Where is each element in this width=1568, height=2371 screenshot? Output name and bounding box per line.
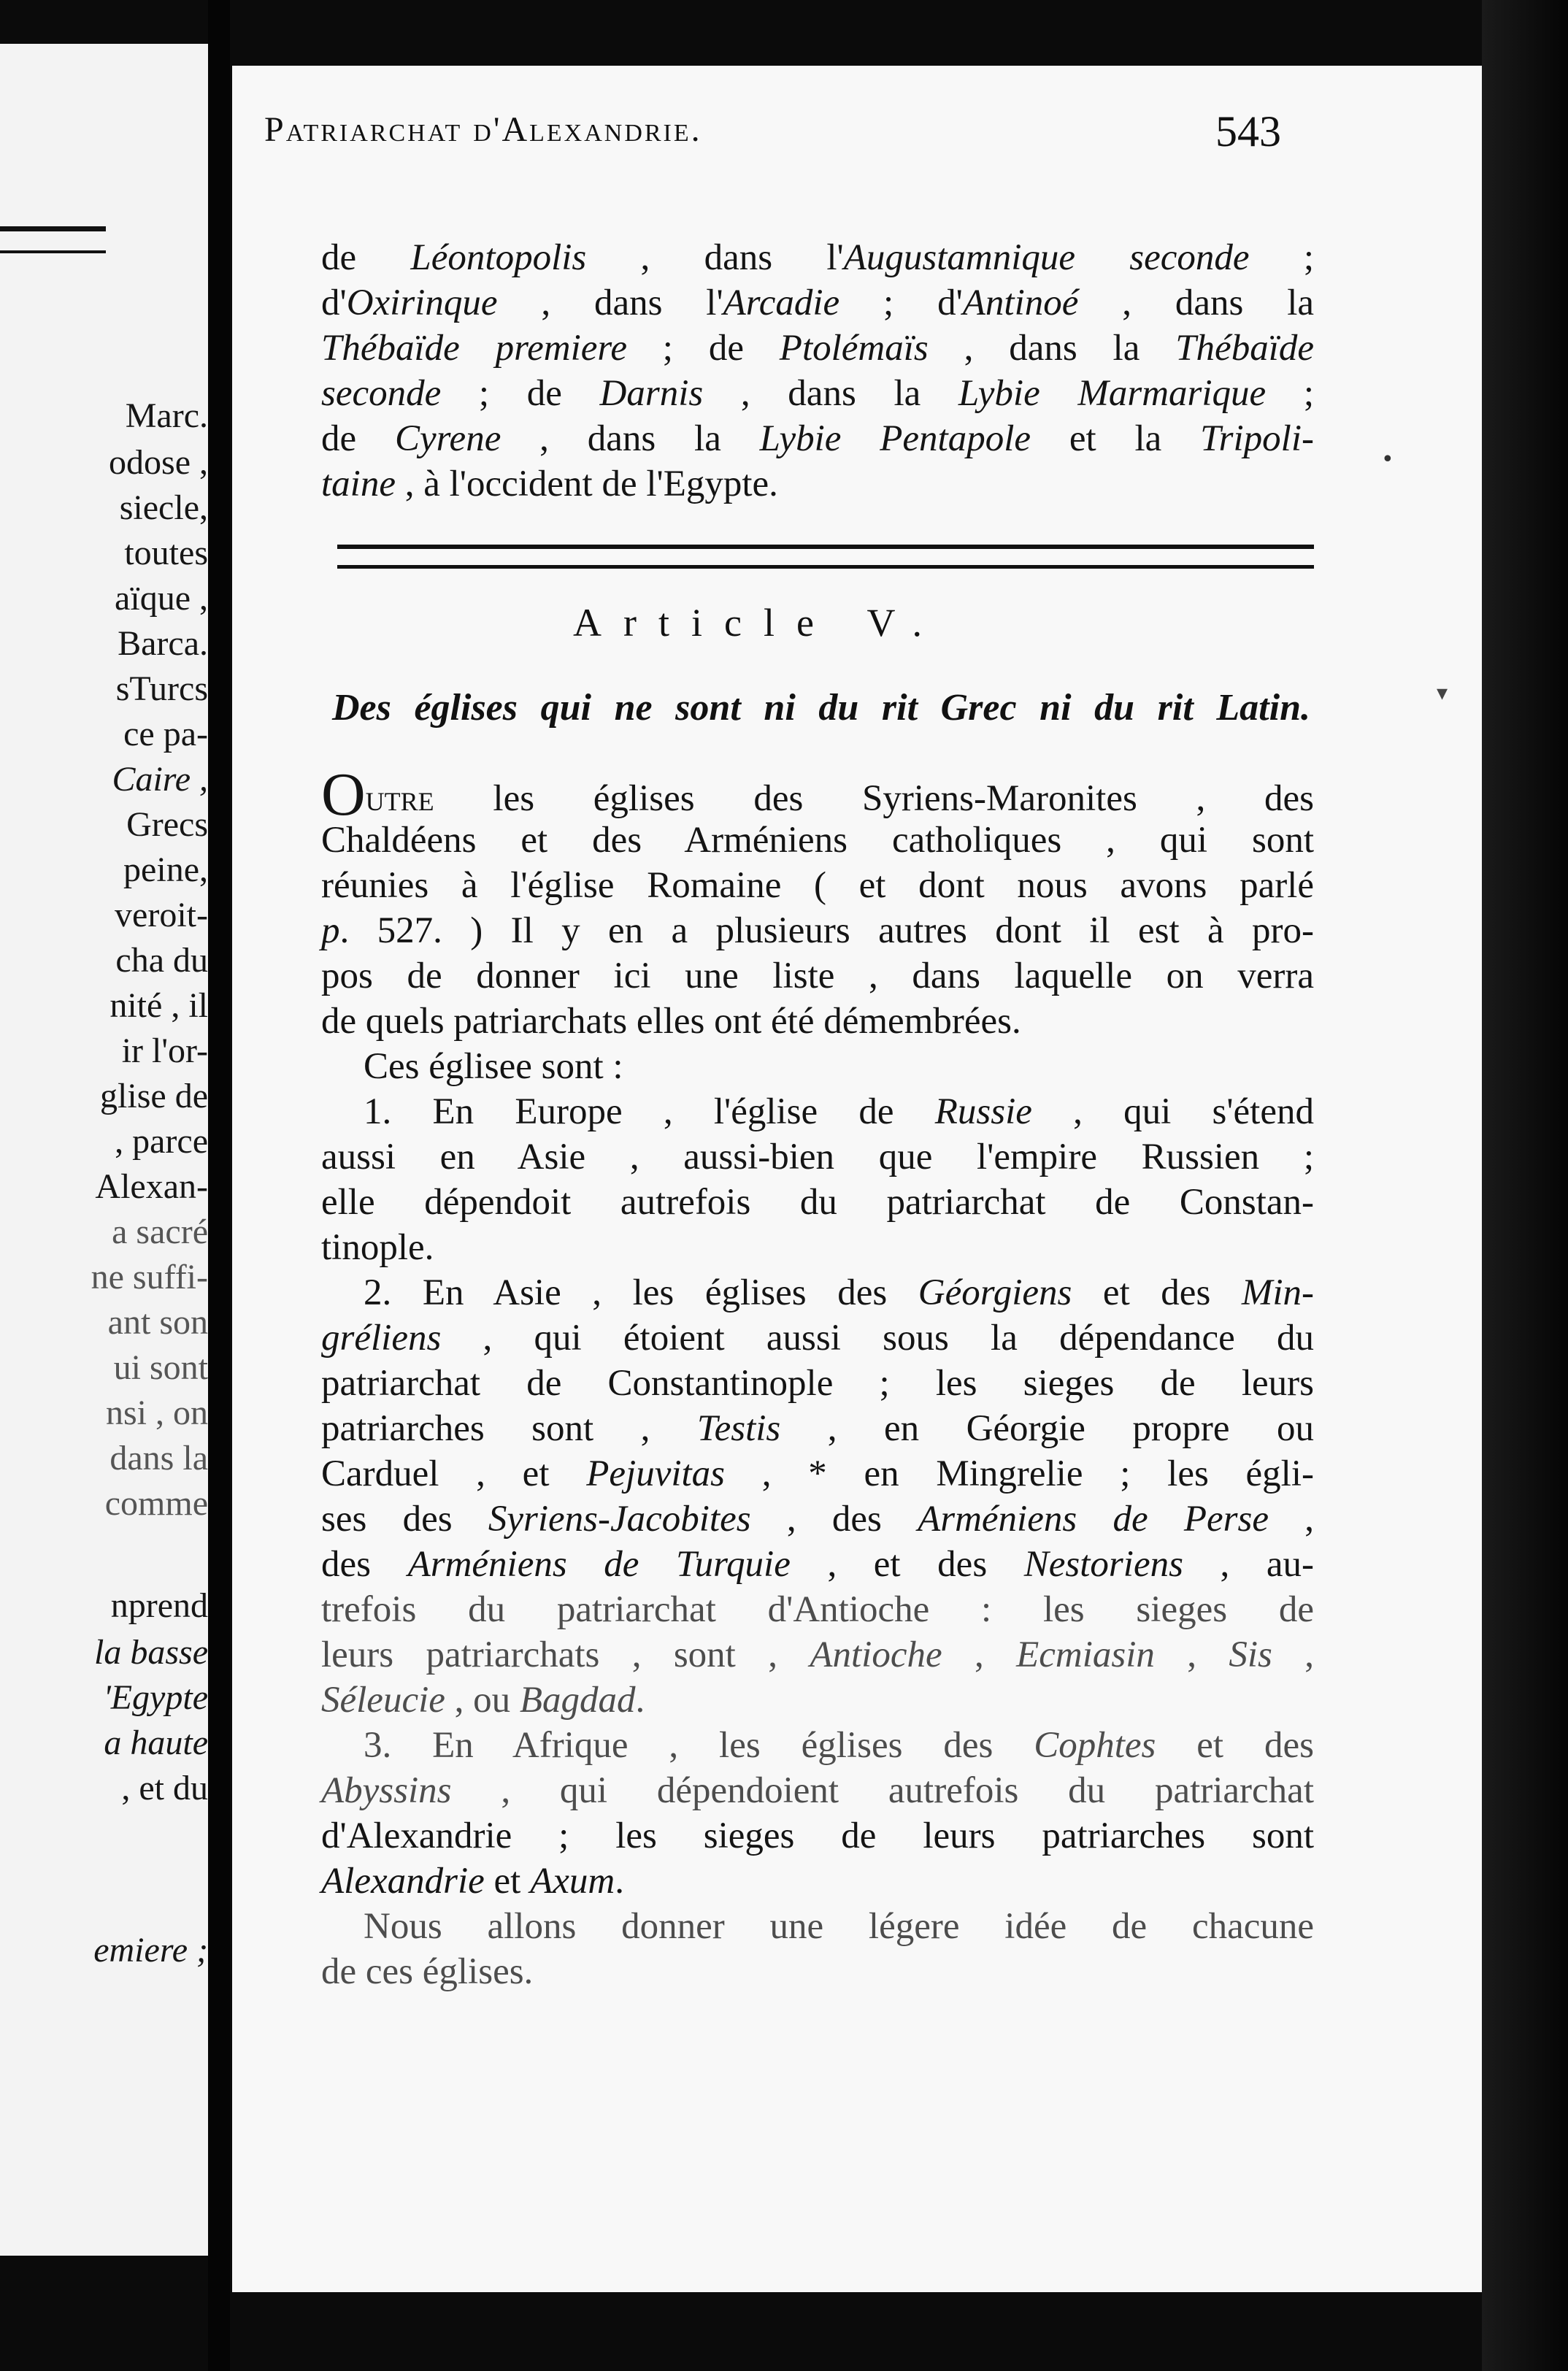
text-run: tinople. xyxy=(321,1227,434,1268)
text-line xyxy=(321,1949,1314,1994)
text-run: Nous allons donner une légere idée de chacune xyxy=(364,1906,1314,1947)
text-run: 2. En Asie , les églises des xyxy=(364,1272,918,1313)
text-run: , xyxy=(1272,1634,1315,1675)
italic-term: Arméniens de Perse xyxy=(918,1499,1269,1540)
text-run: ; xyxy=(1266,373,1315,414)
italic-term: Arméniens de Turquie xyxy=(407,1544,791,1585)
text-run: les églises des Syriens-Maronites , des xyxy=(434,778,1314,819)
italic-term: Syriens-Jacobites xyxy=(488,1499,751,1540)
previous-page-line: toutes xyxy=(124,534,208,572)
text-line xyxy=(321,1904,1314,1949)
italic-term: Abyssins xyxy=(321,1770,452,1811)
previous-page-line: cha du xyxy=(115,941,208,980)
italic-term: Léontopolis xyxy=(410,237,587,278)
previous-page-line: nprend xyxy=(110,1586,208,1625)
stray-ink-mark: ▾ xyxy=(1437,680,1448,706)
text-line xyxy=(321,1587,1314,1632)
text-run: . 527. ) Il y en a plusieurs autres dont il est à pro- xyxy=(339,910,1314,951)
text-run: d'Alexandrie ; les sieges de leurs patriarches sont xyxy=(321,1815,1314,1856)
text-run: , dans l' xyxy=(586,237,844,278)
italic-term: Séleucie xyxy=(321,1680,445,1721)
text-run: , dans la xyxy=(703,373,958,414)
italic-term: Cyrene xyxy=(394,418,501,459)
text-run: ; d' xyxy=(839,283,963,323)
text-line xyxy=(321,1406,1314,1451)
previous-page-line: Grecs xyxy=(126,805,208,844)
text-run: , ou xyxy=(445,1680,520,1721)
text-line xyxy=(321,1859,1314,1904)
italic-term: Pejuvitas xyxy=(586,1453,726,1494)
text-run: Carduel , et xyxy=(321,1453,587,1494)
previous-page-line: ir l'or- xyxy=(121,1031,208,1070)
previous-page-fragment xyxy=(0,44,208,2256)
previous-page-line: 'Egypte xyxy=(103,1678,208,1717)
text-line xyxy=(321,999,1314,1044)
text-line xyxy=(321,1315,1314,1361)
text-line xyxy=(321,416,1314,461)
text-run: Ces églisee sont : xyxy=(364,1046,623,1087)
italic-term: Darnis xyxy=(599,373,704,414)
text-run: 3. En Afrique , les églises des xyxy=(364,1725,1034,1766)
text-line xyxy=(321,953,1314,999)
previous-page-line: peine, xyxy=(123,850,208,889)
italic-term: Alexandrie xyxy=(321,1861,485,1902)
text-line xyxy=(321,1225,1314,1270)
italic-term: Testis xyxy=(696,1408,781,1449)
text-run: de quels patriarchats elles ont été démembrées. xyxy=(321,1001,1021,1042)
text-line xyxy=(321,1496,1314,1542)
italic-term: Tripoli- xyxy=(1200,418,1314,459)
previous-page-line: nsi , on xyxy=(105,1394,208,1432)
text-run: patriarches sont , xyxy=(321,1408,697,1449)
text-line xyxy=(321,761,1314,829)
text-run: de ces églises. xyxy=(321,1951,534,1992)
text-run: ; de xyxy=(441,373,600,414)
article-subtitle: Des églises qui ne sont ni du rit Grec ni du rit Latin. xyxy=(332,687,1310,729)
italic-term: Sis xyxy=(1229,1634,1272,1675)
previous-page-line: dans la xyxy=(109,1439,208,1477)
italic-term: Géorgiens xyxy=(918,1272,1072,1313)
text-line xyxy=(321,1361,1314,1406)
italic-term: gréliens xyxy=(321,1318,442,1359)
text-line xyxy=(321,280,1314,326)
previous-page-line: la basse xyxy=(94,1633,208,1672)
text-run: , * en Mingrelie ; les égli- xyxy=(725,1453,1315,1494)
previous-page-line: Caire , xyxy=(112,760,208,799)
text-run: , dans la xyxy=(501,418,760,459)
italic-term: Bagdad xyxy=(519,1680,636,1721)
previous-page-line: siecle, xyxy=(119,488,208,527)
text-run: 1. En Europe , l'église de xyxy=(364,1091,935,1132)
text-run: , qui dépendoient autrefois du patriarchat xyxy=(451,1770,1314,1811)
italic-term: Thébaïde xyxy=(1175,328,1314,369)
text-run: , des xyxy=(750,1499,918,1540)
text-run: , xyxy=(1154,1634,1229,1675)
text-run: et des xyxy=(1072,1272,1242,1313)
italic-term: Min- xyxy=(1241,1272,1315,1313)
text-run: trefois du patriarchat d'Antioche : les sieges de xyxy=(321,1589,1314,1630)
text-run: Chaldéens et des Arméniens catholiques , qui sont xyxy=(321,820,1314,861)
previous-page-line: aïque , xyxy=(115,579,208,618)
top-paragraph xyxy=(321,235,1314,507)
text-run: aussi en Asie , aussi-bien que l'empire Russien ; xyxy=(321,1137,1314,1177)
text-run: des xyxy=(321,1544,408,1585)
previous-page-line: , parce xyxy=(115,1122,208,1161)
italic-term: Lybie Marmarique xyxy=(958,373,1267,414)
text-run: , qui s'étend xyxy=(1031,1091,1314,1132)
text-line xyxy=(321,1451,1314,1496)
previous-page-line: nité , il xyxy=(109,986,208,1025)
italic-term: Augustamnique seconde xyxy=(843,237,1250,278)
previous-page-line: Alexan- xyxy=(95,1167,208,1206)
text-line xyxy=(321,1180,1314,1225)
text-run: . xyxy=(635,1680,645,1721)
text-line xyxy=(321,1542,1314,1587)
previous-page-rule xyxy=(0,226,106,253)
previous-page-line: emiere ; xyxy=(93,1931,208,1970)
text-line xyxy=(321,908,1314,953)
previous-page-line: veroit- xyxy=(115,896,208,934)
text-run: et xyxy=(484,1861,531,1902)
text-run: leurs patriarchats , sont , xyxy=(321,1634,810,1675)
text-run: d' xyxy=(321,283,347,323)
text-run: , dans la xyxy=(1078,283,1314,323)
italic-term: Axum xyxy=(530,1861,615,1902)
italic-term: Antioche xyxy=(810,1634,942,1675)
previous-page-line: ant son xyxy=(107,1303,208,1342)
italic-term: Lybie Pentapole xyxy=(759,418,1031,459)
previous-page-line: ne suffi- xyxy=(91,1258,208,1296)
article-body xyxy=(321,761,1315,1994)
text-line xyxy=(321,1044,1314,1089)
drop-cap: O xyxy=(321,761,366,829)
page-gutter xyxy=(208,0,230,2371)
text-line xyxy=(321,818,1314,863)
italic-term: Antinoé xyxy=(962,283,1079,323)
text-run: , et des xyxy=(790,1544,1024,1585)
previous-page-line: glise de xyxy=(100,1077,208,1115)
text-line xyxy=(321,863,1314,908)
text-line xyxy=(321,235,1314,280)
italic-term: Russie xyxy=(934,1091,1032,1132)
text-run: ; xyxy=(1249,237,1315,278)
italic-term: Cophtes xyxy=(1034,1725,1156,1766)
text-line xyxy=(321,1678,1314,1723)
first-word: utre xyxy=(365,778,434,819)
page-number: 543 xyxy=(1215,107,1281,155)
text-line xyxy=(321,461,1314,507)
text-run: ; de xyxy=(626,328,780,369)
text-line xyxy=(321,326,1314,371)
section-double-rule xyxy=(337,545,1314,569)
previous-page-line: Barca. xyxy=(118,624,208,663)
text-run: , dans la xyxy=(928,328,1176,369)
previous-page-line: sTurcs xyxy=(115,669,208,708)
text-line xyxy=(321,1768,1314,1813)
previous-page-line: Marc. xyxy=(125,396,208,435)
text-run: , qui étoient aussi sous la dépendance du xyxy=(441,1318,1314,1359)
previous-page-line: a sacré xyxy=(112,1213,208,1251)
text-run: elle dépendoit autrefois du patriarchat de Constan- xyxy=(321,1182,1314,1223)
text-run: et des xyxy=(1156,1725,1314,1766)
previous-page-line: ce pa- xyxy=(123,715,208,753)
text-run: , xyxy=(1268,1499,1314,1540)
stray-ink-mark: • xyxy=(1381,447,1394,472)
text-run: pos de donner ici une liste , dans laquelle on verra xyxy=(321,956,1314,996)
italic-term: p xyxy=(321,910,340,951)
text-run: de xyxy=(321,237,411,278)
binding-edge xyxy=(1482,0,1568,2371)
text-line xyxy=(321,1723,1314,1768)
text-line xyxy=(321,1632,1314,1678)
italic-term: Nestoriens xyxy=(1023,1544,1183,1585)
previous-page-line: ui sont xyxy=(113,1348,208,1387)
text-line xyxy=(321,1270,1314,1315)
text-line xyxy=(321,1813,1314,1859)
text-run: , au- xyxy=(1183,1544,1314,1585)
italic-term: seconde xyxy=(321,373,442,414)
text-run: , dans l' xyxy=(497,283,723,323)
text-line xyxy=(321,1089,1314,1134)
article-title: Article V. xyxy=(573,601,944,645)
italic-term: Ptolémaïs xyxy=(779,328,929,369)
italic-term: taine xyxy=(321,464,396,504)
text-run: , à l'occident de l'Egypte. xyxy=(395,464,778,504)
text-run: , en Géorgie propre ou xyxy=(780,1408,1314,1449)
running-head: Patriarchat d'Alexandrie. xyxy=(264,110,702,149)
text-line xyxy=(321,1134,1314,1180)
previous-page-line: odose , xyxy=(109,443,208,482)
text-run: réunies à l'église Romaine ( et dont nous avons parlé xyxy=(321,865,1314,906)
text-run: , xyxy=(942,1634,1017,1675)
italic-term: Oxirinque xyxy=(346,283,498,323)
text-run: de xyxy=(321,418,395,459)
italic-term: Thébaïde premiere xyxy=(321,328,627,369)
previous-page-line: a haute xyxy=(104,1724,208,1762)
previous-page-line: , et du xyxy=(121,1769,208,1807)
previous-page-line: comme xyxy=(104,1484,208,1523)
text-line xyxy=(321,371,1314,416)
text-run: et la xyxy=(1031,418,1201,459)
text-run: ses des xyxy=(321,1499,488,1540)
text-run: . xyxy=(615,1861,624,1902)
text-run: patriarchat de Constantinople ; les sieges de leurs xyxy=(321,1363,1314,1404)
italic-term: Ecmiasin xyxy=(1016,1634,1155,1675)
italic-term: Arcadie xyxy=(723,283,840,323)
